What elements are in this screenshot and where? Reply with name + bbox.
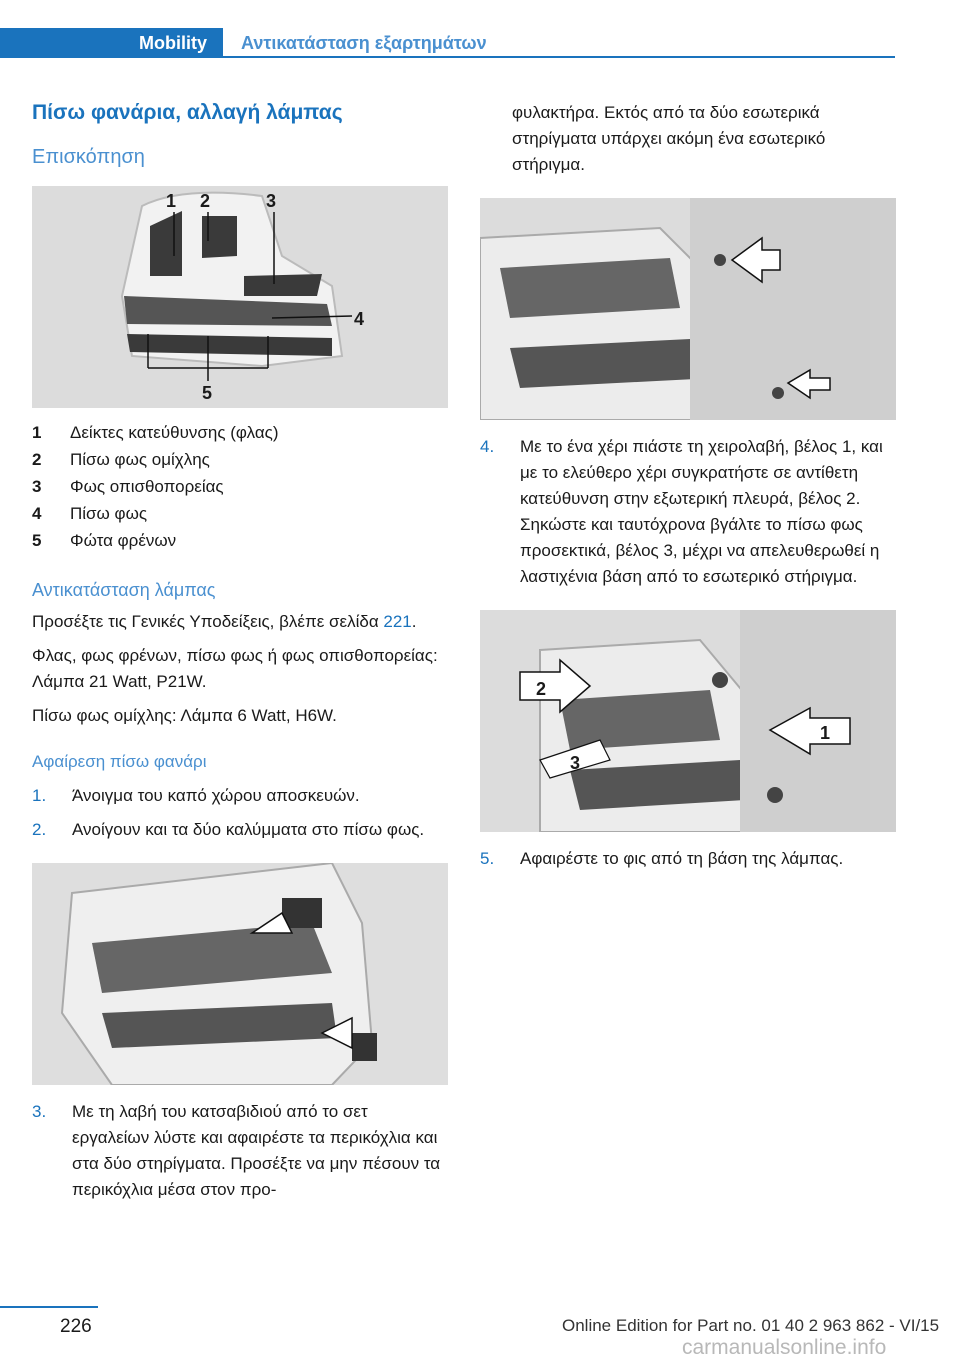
page-header (0, 28, 960, 58)
overview-heading: Επισκόπηση (32, 146, 145, 168)
watermark: carmanualsonline.info (682, 1336, 887, 1359)
step-number: 2. (32, 820, 47, 839)
step-text: Με το ένα χέρι πιάστε τη χειρολαβή, βέλος 1, και με το ελεύθερο χέρι συγκρατήστε σε αντίθετη κατεύθυνση στην εξωτερική πλευρά, βέλος 2. Σηκώστε και ταυτόχρονα βγάλτε το πίσω φως προσεκτικά, βέλος 3, μέχρι να απελευθερωθεί η λαστιχένια βάση από το εσωτερικό στήριγμα. (520, 437, 883, 586)
arrow-label-1: 1 (820, 723, 831, 743)
callout-3: 3 (266, 191, 277, 211)
footer-rule (0, 1306, 98, 1308)
step-item (32, 783, 448, 809)
chapter-tab (0, 28, 223, 58)
step-text: Ανοίγουν και τα δύο καλύμματα στο πίσω φως. (72, 820, 425, 839)
legend-row (32, 447, 448, 474)
bulb-spec-paragraph: Φλας, φως φρένων, πίσω φως ή φως οπισθοπορείας: Λάμπα 21 Watt, P21W. (32, 646, 438, 691)
legend-number: 2 (32, 450, 42, 469)
step-item (32, 1099, 448, 1203)
right-column (480, 100, 896, 880)
legend-text: Πίσω φως (70, 504, 148, 523)
step-text: Αφαιρέστε το φις από τη βάση της λάμπας. (520, 849, 844, 868)
legend-row (32, 528, 448, 555)
figure-legend (32, 420, 448, 555)
page-reference-link[interactable]: 221 (383, 612, 412, 631)
callout-5: 5 (202, 383, 213, 403)
fog-bulb-paragraph: Πίσω φως ομίχλης: Λάμπα 6 Watt, H6W. (32, 706, 337, 725)
page-number: 226 (60, 1316, 92, 1337)
general-notes-paragraph (32, 609, 448, 635)
step-item (480, 434, 896, 590)
page-title: Πίσω φανάρια, αλλαγή λάμπας (32, 101, 343, 124)
covers-open-figure (32, 863, 448, 1085)
legend-text: Φως οπισθοπορείας (70, 477, 224, 496)
legend-number: 1 (32, 423, 42, 442)
removal-heading: Αφαίρεση πίσω φανάρι (32, 752, 207, 771)
step-number: 5. (480, 849, 495, 868)
continued-text: φυλακτήρα. Εκτός από τα δύο εσωτερικά στηρίγματα υπάρχει ακόμη ένα εσωτερικό στήριγμα. (512, 103, 826, 174)
legend-number: 5 (32, 531, 42, 550)
paragraph-text: Προσέξτε τις Γενικές Υποδείξεις, βλέπε σελίδα (32, 612, 384, 631)
step-number: 4. (480, 437, 495, 456)
step-number: 1. (32, 786, 47, 805)
removal-arrows-figure (480, 610, 896, 832)
paragraph-text: . (411, 612, 417, 631)
step-number: 3. (32, 1102, 47, 1121)
section-title: Αντικατάσταση εξαρτημάτων (241, 33, 487, 53)
legend-number: 3 (32, 477, 42, 496)
tail-light-overview-figure (32, 186, 448, 408)
step-item (480, 846, 896, 872)
left-column (32, 100, 448, 1211)
legend-row (32, 474, 448, 501)
step-text: Άνοιγμα του καπό χώρου αποσκευών. (72, 786, 360, 805)
edition-note: Online Edition for Part no. 01 40 2 963 862 - VI/15 (562, 1316, 940, 1335)
legend-text: Φώτα φρένων (70, 531, 177, 550)
step-text: Με τη λαβή του κατσαβιδιού από το σετ εργαλείων λύστε και αφαιρέστε τα περικόχλια και στα δύο στηρίγματα. Προσέξτε να μην πέσουν τα περικόχλια μέσα στον προ- (72, 1102, 441, 1199)
legend-text: Πίσω φως ομίχλης (70, 450, 210, 469)
legend-row (32, 501, 448, 528)
header-rule (223, 56, 895, 58)
legend-row (32, 420, 448, 447)
arrow-label-3: 3 (570, 753, 581, 773)
arrow-label-2: 2 (536, 679, 547, 699)
callout-4: 4 (354, 309, 365, 329)
chapter-tab-label: Mobility (139, 33, 207, 53)
step-item (32, 817, 448, 843)
inner-mount-figure (480, 198, 896, 420)
callout-2: 2 (200, 191, 211, 211)
legend-number: 4 (32, 504, 42, 523)
replace-heading: Αντικατάσταση λάμπας (32, 580, 216, 600)
callout-1: 1 (166, 191, 177, 211)
legend-text: Δείκτες κατεύθυνσης (φλας) (70, 423, 279, 442)
